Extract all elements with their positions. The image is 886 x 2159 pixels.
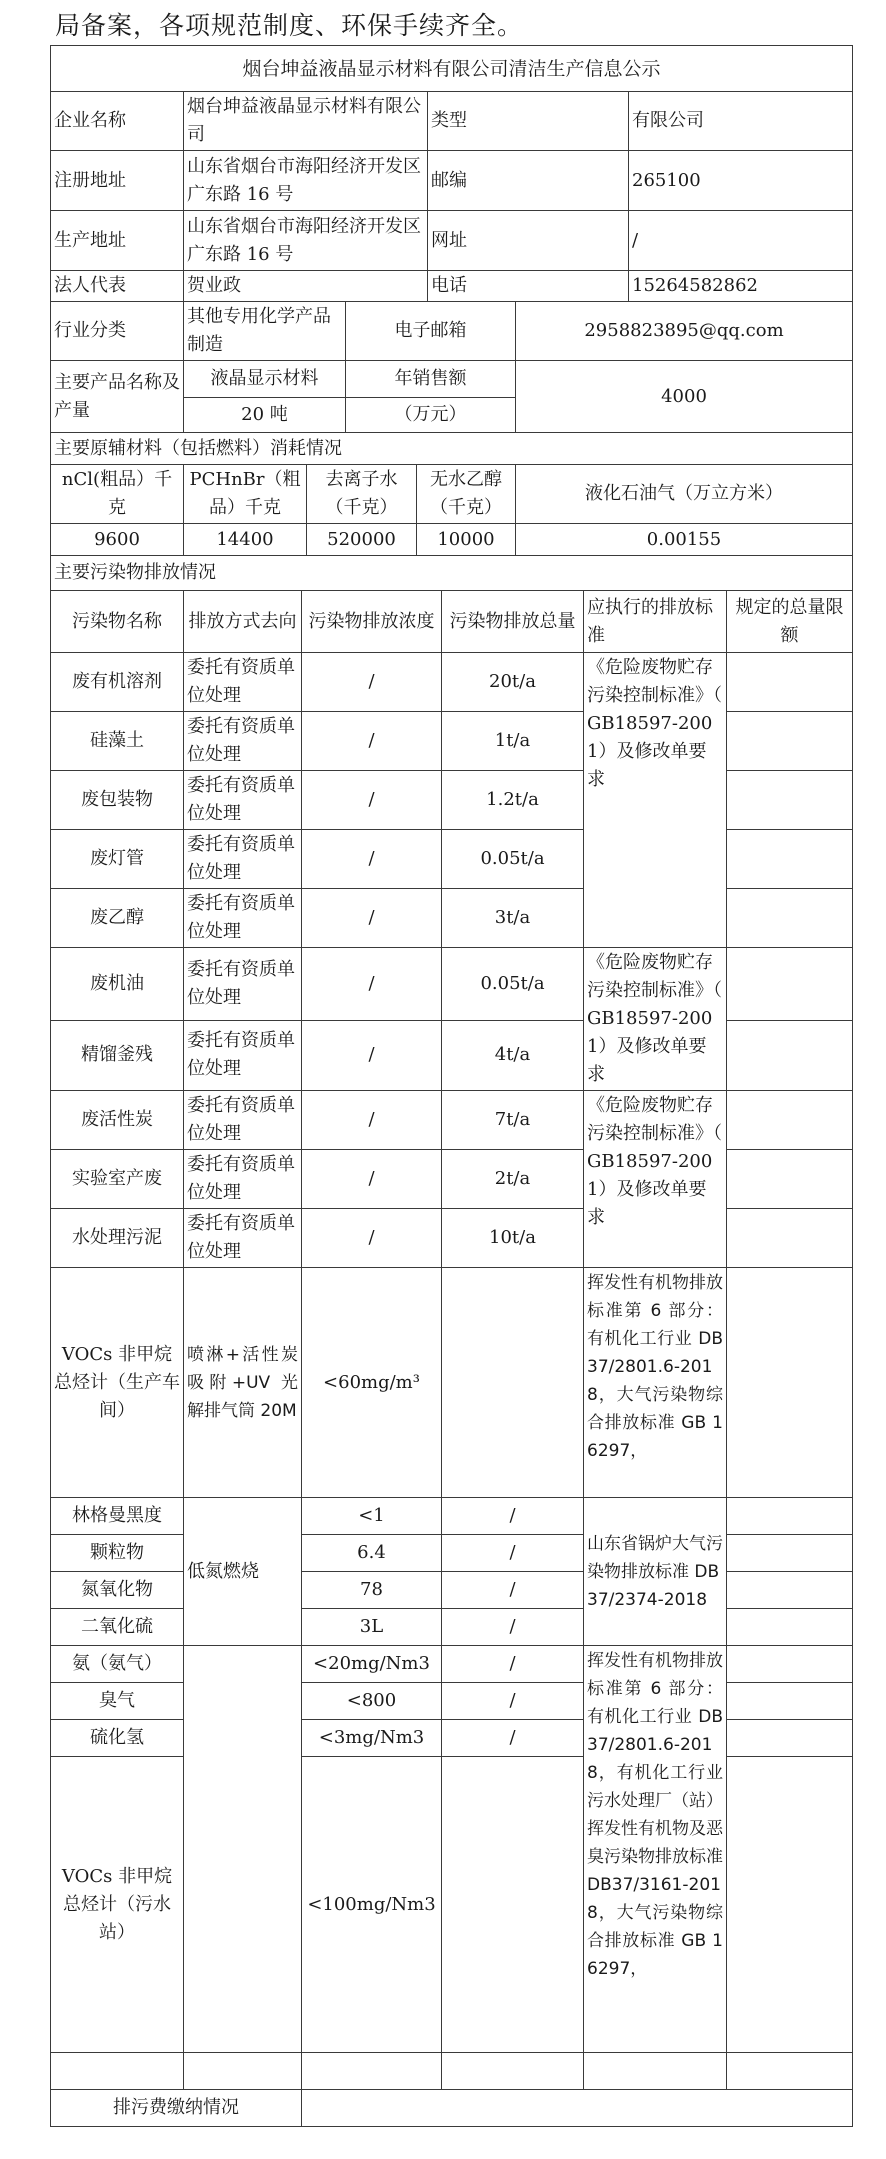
materials-table [50, 432, 853, 556]
concentration: / [302, 1209, 442, 1268]
pollutant-name: 水处理污泥 [51, 1209, 184, 1268]
quota [727, 653, 853, 712]
quota [727, 1646, 853, 1683]
material-value: 10000 [417, 524, 516, 556]
pollutant-header: 污染物排放浓度 [302, 591, 442, 653]
pollutant-name: 废灯管 [51, 830, 184, 889]
quota [727, 1535, 853, 1572]
fee-label: 排污费缴纳情况 [51, 2090, 302, 2127]
product-table [50, 301, 853, 433]
total-amount [442, 1757, 584, 2053]
pollutant-header: 应执行的排放标准 [584, 591, 727, 653]
quota [727, 1498, 853, 1535]
company-name-label: 企业名称 [51, 92, 184, 151]
prod-address-label: 生产地址 [51, 211, 184, 271]
quota [727, 1609, 853, 1646]
total-amount: 7t/a [442, 1091, 584, 1150]
total-amount: / [442, 1572, 584, 1609]
table-row [51, 1646, 853, 1683]
total-amount: 0.05t/a [442, 948, 584, 1021]
reg-address-label: 注册地址 [51, 151, 184, 211]
table-row [51, 830, 853, 889]
material-value: 14400 [184, 524, 307, 556]
material-header: 去离子水（千克） [307, 465, 417, 524]
table-row [51, 1091, 853, 1150]
concentration: <100mg/Nm3 [302, 1757, 442, 2053]
discharge-method: 委托有资质单位处理 [184, 771, 302, 830]
standard: 《危险废物贮存污染控制标准》（ GB18597-2001）及修改单要求 [584, 1091, 727, 1268]
concentration: <20mg/Nm3 [302, 1646, 442, 1683]
table-row [51, 1209, 853, 1268]
concentration: <3mg/Nm3 [302, 1720, 442, 1757]
pollutant-name: 氮氧化物 [51, 1572, 184, 1609]
concentration: / [302, 653, 442, 712]
table-row [51, 889, 853, 948]
table-row [51, 1020, 853, 1091]
concentration: / [302, 1020, 442, 1091]
table-row [51, 1683, 853, 1720]
industry: 其他专用化学产品制造 [184, 302, 346, 361]
table-row [51, 948, 853, 1021]
quota [727, 830, 853, 889]
concentration: <60mg/m³ [302, 1268, 442, 1498]
standard: 挥发性有机物排放标准第 6 部分：有机化工行业 DB37/2801.6-2018，大气污染物综合排放标准 GB 16297， [584, 1268, 727, 1498]
table-row [51, 1572, 853, 1609]
pollutant-header: 规定的总量限额 [727, 591, 853, 653]
total-amount: / [442, 1498, 584, 1535]
concentration: 6.4 [302, 1535, 442, 1572]
quota [727, 1091, 853, 1150]
total-amount: / [442, 1720, 584, 1757]
discharge-method: 委托有资质单位处理 [184, 1020, 302, 1091]
pollutant-name: VOCs 非甲烷总烃计（生产车间） [51, 1268, 184, 1498]
total-amount: / [442, 1609, 584, 1646]
concentration: / [302, 948, 442, 1021]
quota [727, 1683, 853, 1720]
prod-address: 山东省烟台市海阳经济开发区广东路 16 号 [184, 211, 428, 271]
pollutant-name: 林格曼黑度 [51, 1498, 184, 1535]
discharge-method: 委托有资质单位处理 [184, 1150, 302, 1209]
sales-label: 年销售额 [346, 361, 516, 398]
total-amount: / [442, 1535, 584, 1572]
empty-cell [302, 2053, 442, 2090]
empty-cell [442, 2053, 584, 2090]
total-amount: 2t/a [442, 1150, 584, 1209]
quota [727, 1720, 853, 1757]
pollutant-name: 废乙醇 [51, 889, 184, 948]
table-row [51, 1609, 853, 1646]
material-value: 0.00155 [516, 524, 853, 556]
product-label: 主要产品名称及产量 [51, 361, 184, 433]
email-label: 电子邮箱 [346, 302, 516, 361]
quota [727, 1150, 853, 1209]
quota [727, 948, 853, 1021]
quota [727, 1268, 853, 1498]
empty-cell [584, 2053, 727, 2090]
material-header: 无水乙醇（千克） [417, 465, 516, 524]
material-header: PCHnBr（粗品）千克 [184, 465, 307, 524]
material-value: 9600 [51, 524, 184, 556]
discharge-method: 委托有资质单位处理 [184, 948, 302, 1021]
pollutant-name: 氨（氨气） [51, 1646, 184, 1683]
quota [727, 712, 853, 771]
legal-rep: 贺业政 [184, 271, 428, 302]
concentration: / [302, 771, 442, 830]
website: / [629, 211, 853, 271]
table-row [51, 1757, 853, 2053]
phone-label: 电话 [428, 271, 629, 302]
quota [727, 1020, 853, 1091]
material-header: 液化石油气（万立方米） [516, 465, 853, 524]
total-amount [442, 1268, 584, 1498]
pollutant-name: 臭气 [51, 1683, 184, 1720]
discharge-method: 委托有资质单位处理 [184, 1209, 302, 1268]
concentration: / [302, 712, 442, 771]
empty-cell [51, 2053, 184, 2090]
pollutant-header: 污染物排放总量 [442, 591, 584, 653]
table-row [51, 1498, 853, 1535]
zip-label: 邮编 [428, 151, 629, 211]
concentration: / [302, 1091, 442, 1150]
total-amount: 10t/a [442, 1209, 584, 1268]
discharge-method: 委托有资质单位处理 [184, 1091, 302, 1150]
pollutant-name: 精馏釜残 [51, 1020, 184, 1091]
material-header: nCl(粗品）千克 [51, 465, 184, 524]
discharge-method: 低氮燃烧 [184, 1498, 302, 1646]
discharge-method: 委托有资质单位处理 [184, 712, 302, 771]
concentration: 3L [302, 1609, 442, 1646]
table-row [51, 1720, 853, 1757]
discharge-method: 委托有资质单位处理 [184, 830, 302, 889]
concentration: <800 [302, 1683, 442, 1720]
company-name: 烟台坤益液晶显示材料有限公司 [184, 92, 428, 151]
industry-label: 行业分类 [51, 302, 184, 361]
pollutant-name: 二氧化硫 [51, 1609, 184, 1646]
materials-section-title: 主要原辅材料（包括燃料）消耗情况 [51, 433, 853, 465]
pollutant-name: VOCs 非甲烷总烃计（污水站） [51, 1757, 184, 2053]
pollutant-name: 废机油 [51, 948, 184, 1021]
table-row [51, 771, 853, 830]
page-title: 烟台坤益液晶显示材料有限公司清洁生产信息公示 [51, 46, 853, 92]
standard: 《危险废物贮存污染控制标准》（ GB18597-2001）及修改单要求 [584, 948, 727, 1091]
total-amount: 1.2t/a [442, 771, 584, 830]
quota [727, 889, 853, 948]
legal-rep-label: 法人代表 [51, 271, 184, 302]
table-row [51, 1268, 853, 1498]
discharge-method: 喷淋+活性炭吸附+UV 光解排气筒 20M [184, 1268, 302, 1498]
pollutant-header: 污染物名称 [51, 591, 184, 653]
total-amount: / [442, 1646, 584, 1683]
total-amount: 20t/a [442, 653, 584, 712]
material-value: 520000 [307, 524, 417, 556]
website-label: 网址 [428, 211, 629, 271]
concentration: / [302, 1150, 442, 1209]
standard: 山东省锅炉大气污染物排放标准 DB37/2374-2018 [584, 1498, 727, 1646]
total-amount: 4t/a [442, 1020, 584, 1091]
pollutant-name: 废包装物 [51, 771, 184, 830]
pollutant-name: 硅藻土 [51, 712, 184, 771]
quota [727, 1757, 853, 2053]
disclosure-sheet [50, 45, 852, 2127]
pollutant-header: 排放方式去向 [184, 591, 302, 653]
concentration: / [302, 830, 442, 889]
quota [727, 1209, 853, 1268]
table-row [51, 2090, 853, 2127]
table-row [51, 2053, 853, 2090]
pollutant-name: 废活性炭 [51, 1091, 184, 1150]
reg-address: 山东省烟台市海阳经济开发区广东路 16 号 [184, 151, 428, 211]
company-info-table [50, 45, 853, 302]
sales-unit: （万元） [346, 398, 516, 433]
total-amount: / [442, 1683, 584, 1720]
product-name: 液晶显示材料 [184, 361, 346, 398]
product-amount: 20 吨 [184, 398, 346, 433]
empty-cell [184, 2053, 302, 2090]
concentration: 78 [302, 1572, 442, 1609]
pollutant-name: 废有机溶剂 [51, 653, 184, 712]
total-amount: 0.05t/a [442, 830, 584, 889]
fee-value [302, 2090, 853, 2127]
company-type-label: 类型 [428, 92, 629, 151]
table-row [51, 653, 853, 712]
concentration: / [302, 889, 442, 948]
table-row [51, 712, 853, 771]
company-type: 有限公司 [629, 92, 853, 151]
standard: 《危险废物贮存污染控制标准》（ GB18597-2001）及修改单要求 [584, 653, 727, 948]
total-amount: 1t/a [442, 712, 584, 771]
email: 2958823895@qq.com [516, 302, 853, 361]
empty-cell [727, 2053, 853, 2090]
zip-code: 265100 [629, 151, 853, 211]
pollutant-name: 硫化氢 [51, 1720, 184, 1757]
pollutants-section-title: 主要污染物排放情况 [51, 556, 853, 591]
sales-value: 4000 [516, 361, 853, 433]
pollutant-name: 颗粒物 [51, 1535, 184, 1572]
phone: 15264582862 [629, 271, 853, 302]
pollutant-name: 实验室产废 [51, 1150, 184, 1209]
standard: 挥发性有机物排放标准第 6 部分：有机化工行业 DB37/2801.6-2018，有机化工行业污水处理厂（站）挥发性有机物及恶臭污染物排放标准 DB37/3161-2018，大气污染物综合排放标准 GB 16297， [584, 1646, 727, 2053]
discharge-method: 委托有资质单位处理 [184, 889, 302, 948]
table-row [51, 1150, 853, 1209]
table-row [51, 1535, 853, 1572]
intro-text: 局备案，各项规范制度、环保手续齐全。 [55, 11, 524, 40]
concentration: <1 [302, 1498, 442, 1535]
discharge-method: 委托有资质单位处理 [184, 653, 302, 712]
discharge-method [184, 1646, 302, 2053]
quota [727, 771, 853, 830]
total-amount: 3t/a [442, 889, 584, 948]
pollutants-table [50, 555, 853, 2127]
quota [727, 1572, 853, 1609]
